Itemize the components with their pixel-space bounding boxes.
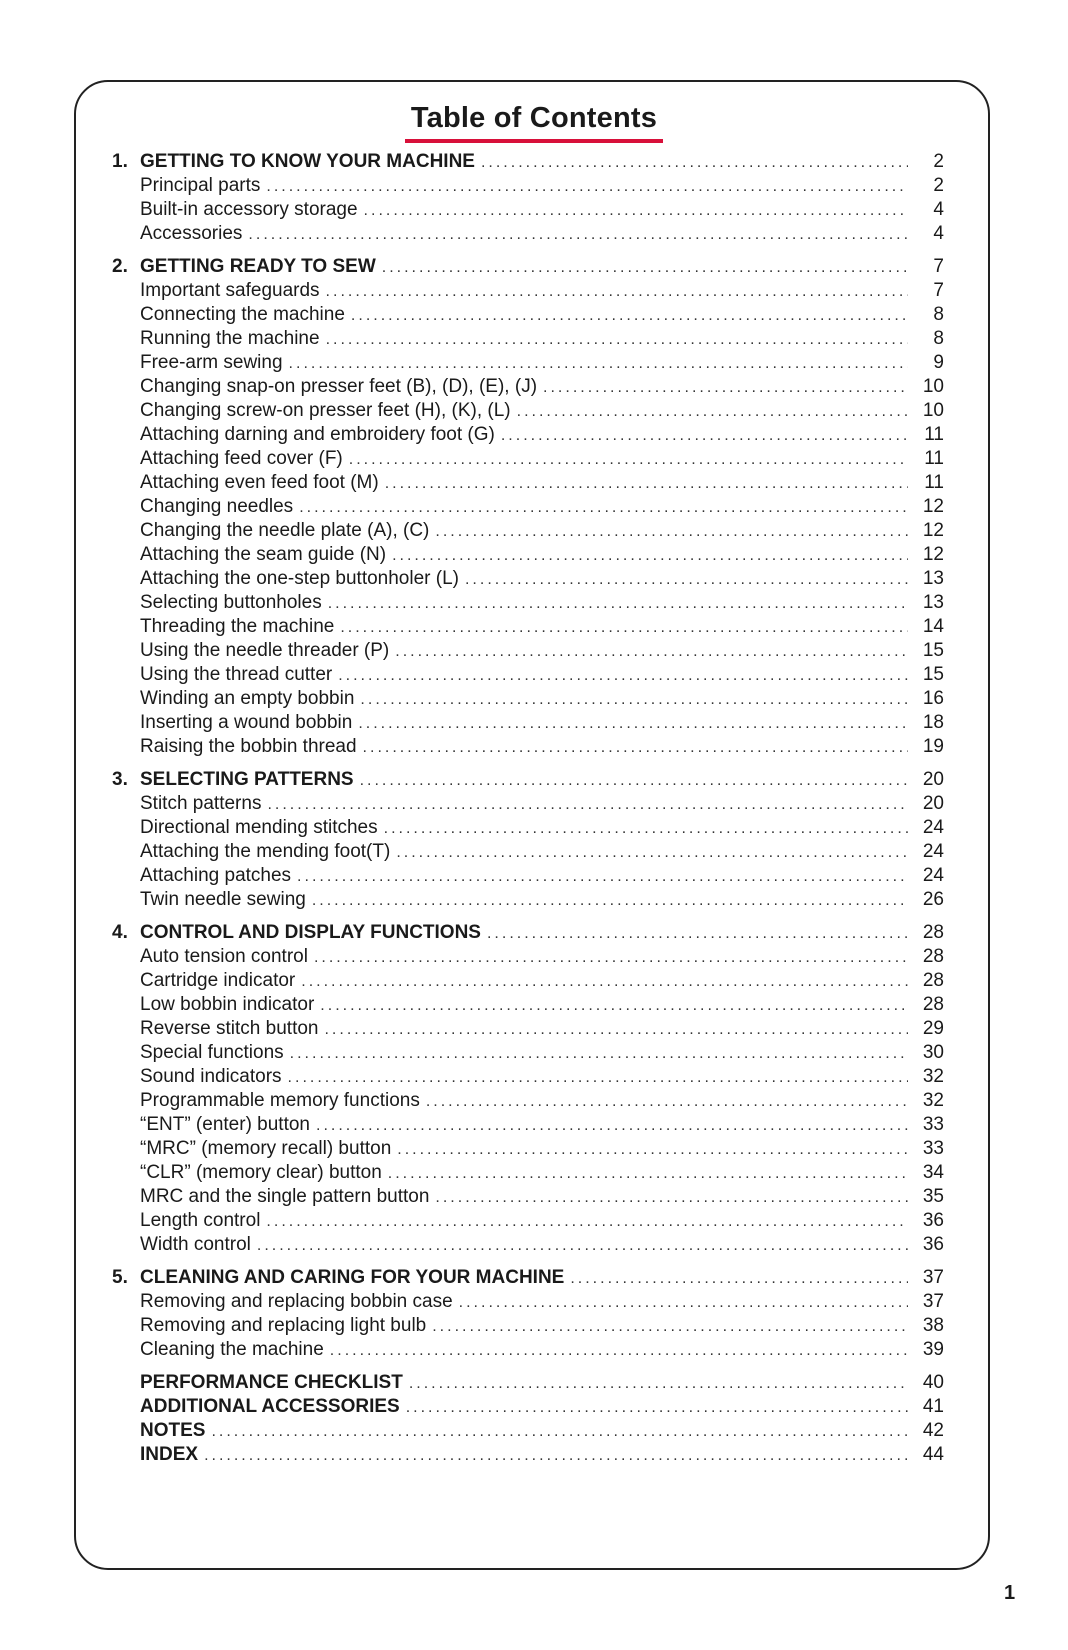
dot-leader [267,793,908,817]
toc-entry[interactable] [112,519,950,543]
page-ref: 7 [933,256,944,277]
entry-label: Attaching the mending foot(T) [140,841,391,862]
toc-entry[interactable] [112,1041,950,1065]
toc-entry[interactable] [112,1338,950,1362]
page-ref: 8 [933,328,944,349]
page-ref: 11 [924,472,944,493]
extra-label: INDEX [140,1444,199,1465]
page-ref: 4 [933,199,944,220]
section-number: 4. [112,922,128,943]
dot-leader [326,328,908,352]
entry-label: Stitch patterns [140,793,262,814]
page-ref: 11 [924,448,944,469]
page-ref: 20 [922,769,944,790]
dot-leader [316,1114,908,1138]
dot-leader [501,424,908,448]
entry-label: Free-arm sewing [140,352,283,373]
entry-label: Width control [140,1234,251,1255]
extra-label: ADDITIONAL ACCESSORIES [140,1396,400,1417]
page-ref: 12 [922,496,944,517]
dot-leader [360,688,908,712]
page-ref: 40 [922,1372,944,1393]
page-title: Table of Contents [0,102,1068,143]
page-ref: 11 [924,424,944,445]
dot-leader [570,1267,908,1291]
dot-leader [364,199,908,223]
toc-entry[interactable] [112,888,950,912]
toc-entry[interactable] [112,303,950,327]
entry-label: Attaching even feed foot (M) [140,472,379,493]
page-ref: 28 [922,970,944,991]
dot-leader [459,1291,908,1315]
dot-leader [289,352,908,376]
section-number: 2. [112,256,128,277]
dot-leader [382,256,908,280]
entry-label: Low bobbin indicator [140,994,315,1015]
page-ref: 42 [922,1420,944,1441]
page-ref: 32 [922,1090,944,1111]
entry-label: Reverse stitch button [140,1018,319,1039]
entry-label: Attaching feed cover (F) [140,448,343,469]
entry-label: “ENT” (enter) button [140,1114,310,1135]
toc-entry[interactable] [112,1314,950,1338]
toc-entry[interactable] [112,543,950,567]
entry-label: Running the machine [140,328,320,349]
dot-leader [481,151,908,175]
section-number: 1. [112,151,128,172]
entry-label: Attaching the seam guide (N) [140,544,387,565]
toc-entry[interactable] [112,1290,950,1314]
page-ref: 24 [922,841,944,862]
page-ref: 24 [922,817,944,838]
toc-entry[interactable] [112,1089,950,1113]
dot-leader [388,1162,908,1186]
page-ref: 19 [922,736,944,757]
page-ref: 10 [922,376,944,397]
entry-label: Selecting buttonholes [140,592,322,613]
toc-entry[interactable] [112,864,950,888]
dot-leader [432,1315,908,1339]
dot-leader [465,568,908,592]
entry-label: Cartridge indicator [140,970,296,991]
toc-entry[interactable] [112,399,950,423]
table-of-contents [112,150,950,1467]
page-ref: 13 [922,592,944,613]
entry-label: Accessories [140,223,243,244]
dot-leader [426,1090,908,1114]
entry-label: Attaching darning and embroidery foot (G) [140,424,495,445]
toc-entry[interactable] [112,840,950,864]
entry-label: Important safeguards [140,280,320,301]
dot-leader [360,769,908,793]
dot-leader [248,223,908,247]
dot-leader [397,1138,908,1162]
dot-leader [312,889,908,913]
page-ref: 12 [922,520,944,541]
dot-leader [385,472,908,496]
toc-entry[interactable] [112,1017,950,1041]
entry-label: Removing and replacing light bulb [140,1315,427,1336]
dot-leader [211,1420,908,1444]
page-ref: 37 [922,1291,944,1312]
page-ref: 7 [933,280,944,301]
dot-leader [395,640,908,664]
dot-leader [328,592,908,616]
page-ref: 35 [922,1186,944,1207]
dot-leader [330,1339,908,1363]
dot-leader [396,841,908,865]
dot-leader [301,970,908,994]
dot-leader [435,1186,908,1210]
dot-leader [409,1372,908,1396]
page-ref: 9 [933,352,944,373]
toc-entry[interactable] [112,615,950,639]
page-ref: 14 [922,616,944,637]
entry-label: Changing snap-on presser feet (B), (D), (E), (J) [140,376,538,397]
entry-label: Special functions [140,1042,284,1063]
entry-label: Principal parts [140,175,261,196]
entry-label: Directional mending stitches [140,817,378,838]
toc-entry[interactable] [112,1137,950,1161]
dot-leader [257,1234,908,1258]
dot-leader [363,736,908,760]
toc-entry[interactable] [112,639,950,663]
dot-leader [204,1444,908,1468]
entry-label: Built-in accessory storage [140,199,358,220]
page-ref: 24 [922,865,944,886]
toc-entry[interactable] [112,1065,950,1089]
section-heading[interactable] [112,150,950,174]
page-ref: 39 [922,1339,944,1360]
entry-label: MRC and the single pattern button [140,1186,430,1207]
section-title: GETTING READY TO SEW [140,256,376,277]
section-title: CLEANING AND CARING FOR YOUR MACHINE [140,1267,565,1288]
entry-label: Connecting the machine [140,304,345,325]
extra-label: NOTES [140,1420,206,1441]
toc-entry[interactable] [112,1161,950,1185]
toc-entry[interactable] [112,969,950,993]
page-ref: 32 [922,1066,944,1087]
entry-label: Auto tension control [140,946,308,967]
toc-entry[interactable] [112,327,950,351]
entry-label: Attaching the one-step buttonholer (L) [140,568,459,589]
page-ref: 2 [933,151,944,172]
page-ref: 15 [922,664,944,685]
dot-leader [543,376,908,400]
toc-entry[interactable] [112,471,950,495]
page-ref: 12 [922,544,944,565]
toc-entry[interactable] [112,1233,950,1257]
dot-leader [290,1042,908,1066]
entry-label: Sound indicators [140,1066,282,1087]
page-ref: 41 [922,1396,944,1417]
entry-label: Twin needle sewing [140,889,306,910]
toc-entry[interactable] [112,735,950,759]
toc-entry[interactable] [112,1209,950,1233]
entry-label: Length control [140,1210,261,1231]
dot-leader [297,865,908,889]
page-ref: 15 [922,640,944,661]
toc-extra-entry[interactable] [112,1395,950,1419]
toc-entry[interactable] [112,447,950,471]
dot-leader [340,616,908,640]
dot-leader [266,175,908,199]
toc-entry[interactable] [112,993,950,1017]
page-ref: 44 [922,1444,944,1465]
page-ref: 33 [922,1138,944,1159]
dot-leader [384,817,908,841]
entry-label: Programmable memory functions [140,1090,420,1111]
dot-leader [324,1018,908,1042]
entry-label: Changing the needle plate (A), (C) [140,520,430,541]
page-ref: 28 [922,946,944,967]
page-ref: 38 [922,1315,944,1336]
toc-entry[interactable] [112,174,950,198]
page-ref: 28 [922,922,944,943]
entry-label: Threading the machine [140,616,335,637]
toc-entry[interactable] [112,567,950,591]
page-ref: 4 [933,223,944,244]
page-ref: 10 [922,400,944,421]
page-ref: 36 [922,1234,944,1255]
dot-leader [406,1396,908,1420]
dot-leader [320,994,908,1018]
page-ref: 26 [922,889,944,910]
section-heading[interactable] [112,768,950,792]
section-title: CONTROL AND DISPLAY FUNCTIONS [140,922,481,943]
toc-entry[interactable] [112,945,950,969]
toc-entry[interactable] [112,222,950,246]
dot-leader [299,496,908,520]
section-number: 5. [112,1267,128,1288]
entry-label: Removing and replacing bobbin case [140,1291,453,1312]
toc-extra-entry[interactable] [112,1371,950,1395]
dot-leader [517,400,908,424]
toc-entry[interactable] [112,711,950,735]
page-ref: 28 [922,994,944,1015]
section-heading[interactable] [112,1266,950,1290]
toc-entry[interactable] [112,591,950,615]
page-ref: 36 [922,1210,944,1231]
dot-leader [358,712,908,736]
entry-label: Winding an empty bobbin [140,688,355,709]
page-ref: 29 [922,1018,944,1039]
toc-entry[interactable] [112,495,950,519]
entry-label: Changing screw-on presser feet (H), (K), (L) [140,400,511,421]
entry-label: Changing needles [140,496,294,517]
entry-label: Inserting a wound bobbin [140,712,353,733]
dot-leader [266,1210,908,1234]
section-title: GETTING TO KNOW YOUR MACHINE [140,151,475,172]
page-ref: 37 [922,1267,944,1288]
toc-entry[interactable] [112,687,950,711]
page-ref: 30 [922,1042,944,1063]
page-ref: 13 [922,568,944,589]
page-ref: 16 [922,688,944,709]
dot-leader [338,664,908,688]
dot-leader [487,922,908,946]
entry-label: Using the needle threader (P) [140,640,390,661]
entry-label: Raising the bobbin thread [140,736,357,757]
toc-entry[interactable] [112,279,950,303]
page-ref: 33 [922,1114,944,1135]
dot-leader [326,280,908,304]
toc-entry[interactable] [112,816,950,840]
page-number: 1 [1004,1582,1016,1604]
dot-leader [435,520,908,544]
dot-leader [349,448,908,472]
toc-entry[interactable] [112,351,950,375]
toc-entry[interactable] [112,423,950,447]
page-ref: 8 [933,304,944,325]
section-number: 3. [112,769,128,790]
entry-label: Cleaning the machine [140,1339,324,1360]
page-ref: 2 [933,175,944,196]
page-ref: 34 [922,1162,944,1183]
entry-label: “CLR” (memory clear) button [140,1162,382,1183]
entry-label: “MRC” (memory recall) button [140,1138,392,1159]
section-title: SELECTING PATTERNS [140,769,354,790]
page-ref: 18 [922,712,944,733]
section-heading[interactable] [112,921,950,945]
extra-label: PERFORMANCE CHECKLIST [140,1372,403,1393]
entry-label: Using the thread cutter [140,664,333,685]
entry-label: Attaching patches [140,865,292,886]
toc-entry[interactable] [112,1113,950,1137]
dot-leader [351,304,908,328]
toc-entry[interactable] [112,1185,950,1209]
toc-entry[interactable] [112,663,950,687]
toc-extra-entry[interactable] [112,1443,950,1467]
toc-extra-entry[interactable] [112,1419,950,1443]
dot-leader [392,544,908,568]
dot-leader [288,1066,908,1090]
toc-entry[interactable] [112,198,950,222]
section-heading[interactable] [112,255,950,279]
toc-entry[interactable] [112,792,950,816]
page-ref: 20 [922,793,944,814]
dot-leader [314,946,908,970]
toc-entry[interactable] [112,375,950,399]
